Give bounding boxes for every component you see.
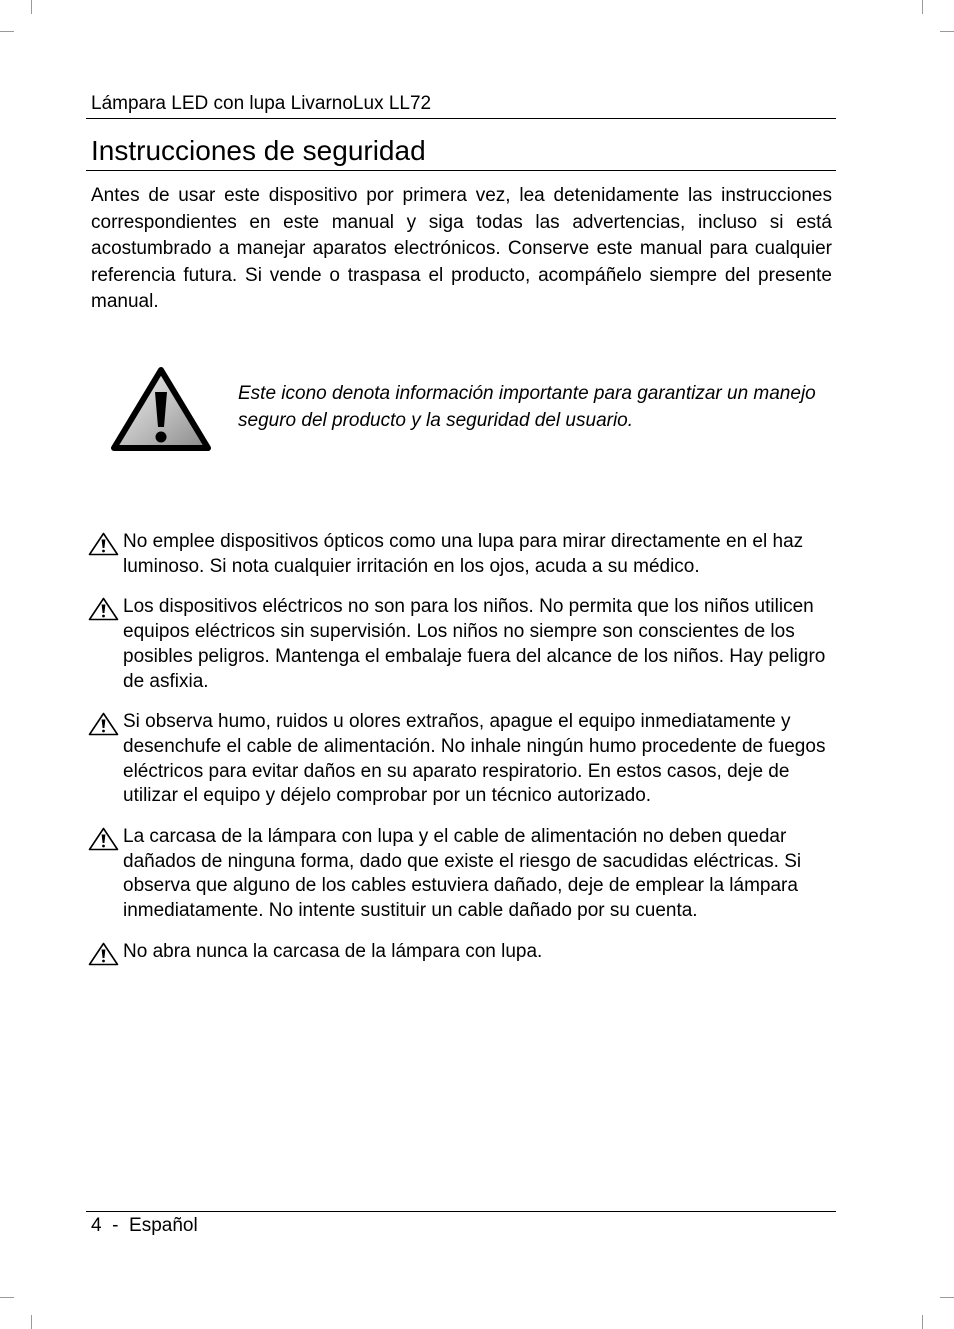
warning-text: No abra nunca la carcasa de la lámpara con lupa.	[123, 940, 543, 962]
warning-item	[88, 825, 838, 924]
footer-language: Español	[129, 1215, 198, 1236]
warning-triangle-icon	[88, 942, 119, 966]
warning-item	[88, 710, 838, 809]
page-number: 4	[91, 1215, 102, 1236]
crop-mark	[940, 31, 954, 32]
warning-item	[88, 530, 838, 579]
warning-triangle-icon	[88, 712, 119, 736]
running-header: Lámpara LED con lupa LivarnoLux LL72	[91, 93, 432, 114]
warning-triangle-icon	[88, 597, 119, 621]
footer-separator: -	[112, 1215, 119, 1236]
section-title-rule	[86, 170, 836, 171]
intro-paragraph: Antes de usar este dispositivo por primera vez, lea detenidamente las instrucciones correspondientes en este manual y siga todas las advertencias, incluso si está acostumbrado a manejar aparatos electrónicos. Conserve este manual para cualquier referencia futura. Si vende o traspasa el producto, acompáñelo siempre del presente manual.	[91, 185, 832, 313]
crop-mark	[940, 1297, 954, 1298]
crop-mark	[0, 1297, 14, 1298]
warning-triangle-icon	[88, 532, 119, 556]
footer-rule	[86, 1211, 836, 1212]
crop-mark	[922, 1315, 923, 1329]
warning-text: La carcasa de la lámpara con lupa y el cable de alimentación no deben quedar dañados de ninguna forma, dado que existe el riesgo de sacudidas eléctricas. Si observa que alguno de los cables estuviera dañado, deje de emplear la lámpara inmediatamente. No intente sustituir un cable dañado por su cuenta.	[123, 826, 802, 922]
crop-mark	[922, 0, 923, 14]
crop-mark	[31, 0, 32, 14]
crop-mark	[31, 1315, 32, 1329]
warning-triangle-icon	[88, 827, 119, 851]
warning-text: Si observa humo, ruidos u olores extraños, apague el equipo inmediatamente y desenchufe el cable de alimentación. No inhale ningún humo procedente de fuegos eléctricos para evitar daños en su aparato respiratorio. En estos casos, deje de utilizar el equipo y déjelo comprobar por un técnico autorizado.	[123, 711, 826, 807]
warning-list	[88, 530, 838, 981]
warning-triangle-icon	[110, 365, 212, 453]
warning-text: No emplee dispositivos ópticos como una lupa para mirar directamente en el haz luminoso. Si nota cualquier irritación en los ojos, acuda a su médico.	[123, 531, 804, 577]
header-rule	[86, 118, 836, 119]
notice-text: Este icono denota información importante para garantizar un manejo seguro del producto y la seguridad del usuario.	[238, 383, 816, 431]
warning-item	[88, 940, 838, 965]
warning-item	[88, 595, 838, 694]
crop-mark	[0, 31, 14, 32]
section-title: Instrucciones de seguridad	[91, 135, 426, 166]
warning-text: Los dispositivos eléctricos no son para los niños. No permita que los niños utilicen equipos eléctricos sin supervisión. Los niños no siempre son conscientes de los posibles peligros. Mantenga el embalaje fuera del alcance de los niños. Hay peligro de asfixia.	[123, 596, 826, 692]
page-footer	[91, 1215, 198, 1237]
